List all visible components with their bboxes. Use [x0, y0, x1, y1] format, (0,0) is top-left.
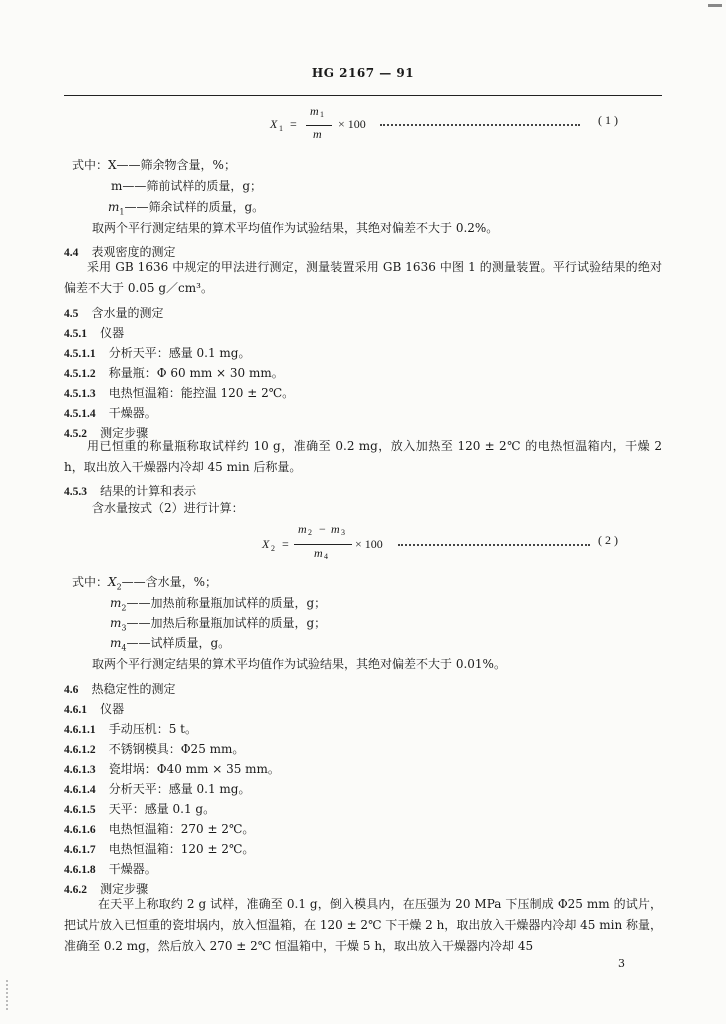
header-rule [64, 95, 662, 96]
item-4-6-1-8-text: 干燥器。 [108, 862, 157, 876]
eq2-minus: − [319, 522, 326, 536]
eq2-denominator-sub: 4 [324, 552, 328, 561]
item-4-6-1-2 [64, 738, 244, 757]
item-4-6-1-1-number: 4.6.1.1 [64, 724, 96, 736]
item-4-6-1-6-text: 电热恒温箱：270 ± 2℃。 [108, 822, 255, 836]
eq2-def-m2-sub: 2 [121, 603, 127, 613]
item-4-5-1-4 [64, 402, 157, 421]
item-4-5-1-1-text: 分析天平：感量 0.1 mg。 [108, 346, 251, 360]
eq1-lhs-sub: 1 [279, 124, 283, 133]
section-4-6-title: 热稳定性的测定 [91, 682, 176, 696]
section-4-5-3-number: 4.5.3 [64, 486, 87, 498]
item-4-5-1-4-text: 干燥器。 [108, 406, 157, 420]
item-4-6-1-6-number: 4.6.1.6 [64, 824, 96, 836]
item-4-6-1-7-text: 电热恒温箱：120 ± 2℃。 [108, 842, 255, 856]
eq2-def-m3-text: ——加热后称量瓶加试样的质量，g； [126, 616, 327, 630]
section-4-4-number: 4.4 [64, 247, 79, 259]
item-4-6-1-4-number: 4.6.1.4 [64, 784, 96, 796]
section-4-5-title: 含水量的测定 [91, 306, 164, 320]
eq2-numerator-a-sub: 2 [308, 528, 312, 537]
eq1-def-m1-sym: m [108, 200, 120, 214]
eq1-def-x: X——筛余物含量，%； [108, 158, 236, 172]
section-4-4-title: 表观密度的测定 [91, 245, 176, 259]
section-4-6-number: 4.6 [64, 684, 79, 696]
item-4-5-1-3 [64, 382, 294, 401]
item-4-6-1-3 [64, 758, 280, 777]
item-4-5-1-1-number: 4.5.1.1 [64, 348, 96, 360]
eq2-def-m4 [110, 635, 230, 656]
item-4-6-1-6 [64, 818, 254, 837]
item-4-6-1-5-number: 4.6.1.5 [64, 804, 96, 816]
section-4-6-2-paragraph: 在天平上称取约 2 g 试样，准确至 0.1 g，倒入模具内，在压强为 20 MPa 下压制成 Φ25 mm 的试片，把试片放入已恒重的瓷坩埚内，放入恒温箱，在 120 ± 2℃ 下干燥 2 h，取出放入干燥器内冷却 45 min 称量，准确至 0.2 mg，然后放入 270 ± 2℃ 恒温箱中，干燥 5 h，取出放入干燥器内冷却 45 [64, 897, 662, 953]
section-4-6-1-number: 4.6.1 [64, 704, 87, 716]
eq2-fraction-bar [294, 544, 352, 545]
eq1-def-m: m——筛前试样的质量，g； [111, 179, 263, 193]
page-number: 3 [618, 957, 625, 970]
section-4-5-2-paragraph: 用已恒重的称量瓶称取试样约 10 g，准确至 0.2 mg，放入加热至 120 ± 2℃ 的电热恒温箱内，干燥 2 h，取出放入干燥器内冷却 45 min 后称量。 [64, 439, 662, 474]
standard-code-header: HG 2167 — 91 [311, 66, 415, 80]
eq2-numerator-a: m [298, 522, 307, 536]
eq1-def-m1-sub: 1 [119, 207, 125, 217]
eq1-numerator-sub: 1 [320, 110, 324, 119]
eq2-def-m4-sym: m [110, 636, 122, 650]
item-4-6-1-1 [64, 718, 197, 737]
eq2-def-m4-sub: 4 [121, 643, 127, 653]
eq1-def-m1 [108, 199, 264, 220]
section-4-5-number: 4.5 [64, 308, 79, 320]
eq2-def-m2-text: ——加热前称量瓶加试样的质量，g； [126, 596, 327, 610]
eq2-def-m2 [110, 595, 326, 616]
eq1-where-label: 式中： [72, 158, 109, 172]
eq2-def-x2-text: ——含水量，%； [121, 575, 218, 589]
item-4-6-1-5 [64, 798, 215, 817]
eq1-lhs: X [270, 117, 278, 131]
section-4-5-2-number: 4.5.2 [64, 428, 87, 440]
eq2-def-m3-sub: 3 [121, 623, 127, 633]
section-4-6-1-heading [64, 698, 124, 717]
section-4-6-2-title: 测定步骤 [100, 882, 149, 896]
item-4-6-1-8 [64, 858, 157, 877]
section-4-5-1-heading [64, 322, 124, 341]
section-4-4-paragraph: 采用 GB 1636 中规定的甲法进行测定，测量装置采用 GB 1636 中图 1 的测量装置。平行试验结果的绝对偏差不大于 0.05 g／cm³。 [64, 260, 662, 295]
item-4-6-1-5-text: 天平：感量 0.1 g。 [108, 802, 216, 816]
section-4-5-3-heading [64, 480, 196, 499]
section-4-6-2-number: 4.6.2 [64, 884, 87, 896]
scan-edge-mark [708, 4, 722, 7]
eq1-label: ( 1 ) [598, 113, 618, 127]
item-4-6-1-3-number: 4.6.1.3 [64, 764, 96, 776]
item-4-5-1-1 [64, 342, 251, 361]
item-4-6-1-1-text: 手动压机：5 t。 [108, 722, 197, 736]
eq2-numerator-b: m [331, 522, 340, 536]
eq2-numerator-b-sub: 3 [341, 528, 345, 537]
eq2-dot-leader [398, 544, 590, 546]
eq2-def-x2-sym: X [108, 575, 117, 589]
eq2-lhs: X [262, 537, 270, 551]
eq2-def-m4-text: ——试样质量，g。 [126, 636, 231, 650]
item-4-5-1-2-number: 4.5.1.2 [64, 368, 96, 380]
section-4-6-heading [64, 678, 175, 697]
item-4-5-1-4-number: 4.5.1.4 [64, 408, 96, 420]
item-4-5-1-2 [64, 362, 284, 381]
section-4-5-heading [64, 302, 163, 321]
item-4-6-1-8-number: 4.6.1.8 [64, 864, 96, 876]
eq2-label: ( 2 ) [598, 533, 618, 547]
eq2-equals: = [282, 537, 289, 551]
item-4-6-1-2-text: 不锈钢模具：Φ25 mm。 [108, 742, 245, 756]
eq2-def-m2-sym: m [110, 596, 122, 610]
scan-speck [6, 980, 10, 1010]
section-4-5-3-lead: 含水量按式（2）进行计算： [92, 501, 244, 515]
eq2-lhs-sub: 2 [271, 544, 275, 553]
eq1-denominator: m [313, 127, 322, 141]
item-4-6-1-3-text: 瓷坩埚：Φ40 mm × 35 mm。 [108, 762, 280, 776]
eq1-def-m1-text: ——筛余试样的质量，g。 [124, 200, 265, 214]
item-4-6-1-7-number: 4.6.1.7 [64, 844, 96, 856]
item-4-5-1-2-text: 称量瓶：Φ 60 mm × 30 mm。 [108, 366, 284, 380]
item-4-6-1-2-number: 4.6.1.2 [64, 744, 96, 756]
eq1-fraction-bar [306, 125, 332, 126]
eq2-where-label: 式中： [72, 575, 109, 589]
eq2-def-x2 [72, 574, 217, 595]
section-4-5-2-title: 测定步骤 [100, 426, 149, 440]
item-4-6-1-4 [64, 778, 251, 797]
eq2-def-m3-sym: m [110, 616, 122, 630]
eq1-times: × 100 [338, 117, 366, 131]
section-4-5-3-title: 结果的计算和表示 [100, 484, 197, 498]
eq1-equals: = [290, 117, 297, 131]
section-4-6-1-title: 仪器 [100, 702, 125, 716]
item-4-5-1-3-number: 4.5.1.3 [64, 388, 96, 400]
eq2-def-m3 [110, 615, 326, 636]
item-4-6-1-7 [64, 838, 254, 857]
section-4-5-1-number: 4.5.1 [64, 328, 87, 340]
eq2-note: 取两个平行测定结果的算术平均值作为试验结果，其绝对偏差不大于 0.01%。 [92, 657, 506, 671]
eq1-numerator: m [310, 104, 319, 118]
eq2-denominator: m [314, 546, 323, 560]
section-4-5-1-title: 仪器 [100, 326, 125, 340]
item-4-6-1-4-text: 分析天平：感量 0.1 mg。 [108, 782, 251, 796]
eq2-times: × 100 [355, 537, 383, 551]
eq1-dot-leader [380, 124, 580, 126]
eq2-def-x2-sub: 2 [116, 582, 122, 592]
item-4-5-1-3-text: 电热恒温箱：能控温 120 ± 2℃。 [108, 386, 295, 400]
eq1-where-intro [72, 157, 236, 173]
eq1-note: 取两个平行测定结果的算术平均值作为试验结果，其绝对偏差不大于 0.2%。 [92, 221, 499, 235]
